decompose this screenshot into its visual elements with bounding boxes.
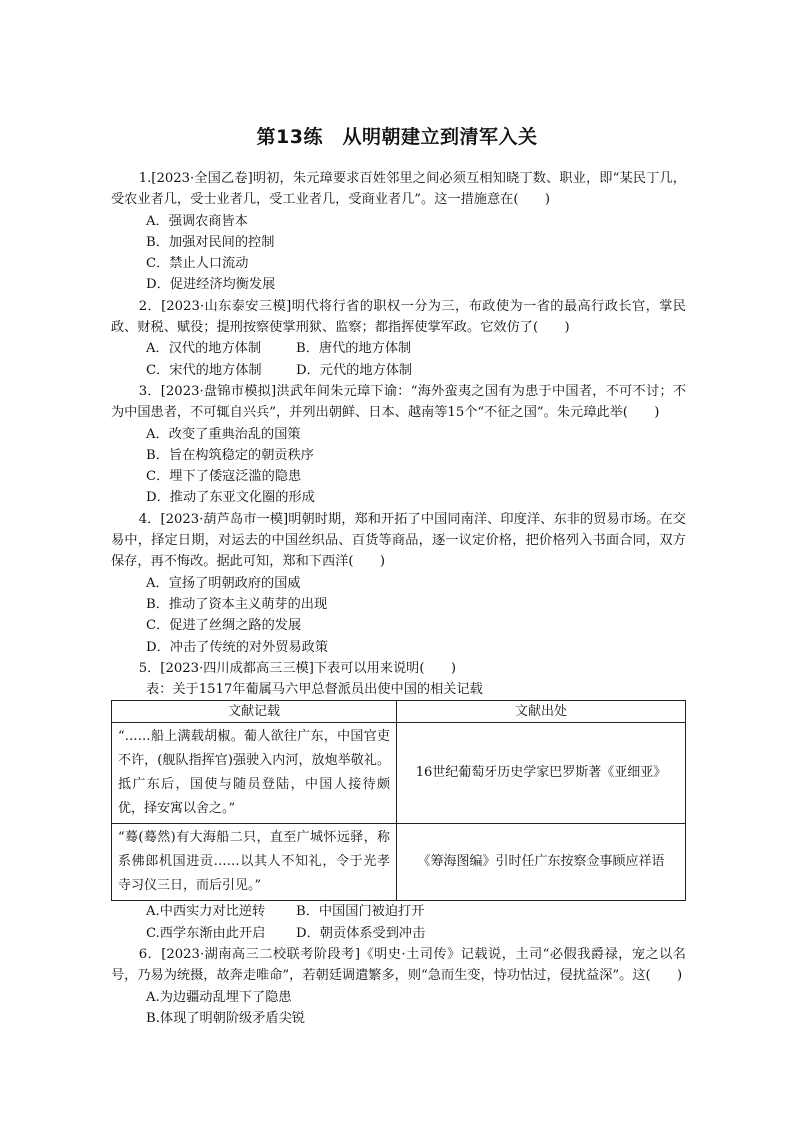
question-stem: 3．[2023·盘锦市模拟]洪武年间朱元璋下谕：“海外蛮夷之国有为患于中国者，不可不讨；不为中国患者，不可辄自兴兵”，并列出朝鲜、日本、越南等15个“不征之国”。朱元璋此举( ) bbox=[111, 383, 686, 421]
option-d: D．促进经济均衡发展 bbox=[146, 277, 276, 293]
option-a: A.为边疆动乱埋下了隐患 bbox=[146, 989, 292, 1005]
table-header: 文献出处 bbox=[397, 701, 686, 723]
option-b: B.体现了明朝阶级矛盾尖锐 bbox=[146, 1010, 305, 1026]
option-d: D．冲击了传统的对外贸易政策 bbox=[146, 639, 329, 655]
question-6 bbox=[111, 944, 686, 1029]
option-c: C.西学东渐由此开启 bbox=[146, 925, 266, 941]
option-a: A．强调农商皆本 bbox=[146, 213, 248, 229]
option-row-cd bbox=[111, 360, 686, 381]
question-stem: 5．[2023·四川成都高三三模]下表可以用来说明( ) bbox=[138, 660, 457, 676]
option-a: A．改变了重典治乱的国策 bbox=[146, 426, 301, 442]
table-header-row bbox=[112, 701, 686, 723]
option-a: A．汉代的地方体制 bbox=[146, 341, 262, 357]
option-row-ab bbox=[111, 901, 686, 922]
option-row-ab bbox=[111, 338, 686, 359]
table-row bbox=[112, 824, 686, 901]
option-c: C．宋代的地方体制 bbox=[146, 362, 262, 378]
question-stem: 1.[2023·全国乙卷]明初，朱元璋要求百姓邻里之间必须互相知晓丁数、职业，即“某民丁几，受农业者几，受士业者几，受工业者几，受商业者几”。这一措施意在( ) bbox=[111, 171, 686, 208]
option-c: C．禁止人口流动 bbox=[146, 256, 249, 272]
source-table bbox=[111, 700, 686, 901]
table-row bbox=[112, 723, 686, 824]
table-cell: “……船上满载胡椒。葡人欲往广东，中国官吏不许，(舰队指挥官)强驶入内河，放炮举敬礼。抵广东后，国使与随员登陆，中国人接待颇优，择安寓以舍之。” bbox=[112, 723, 397, 824]
option-a: A．宣扬了明朝政府的国威 bbox=[146, 575, 301, 591]
question-2 bbox=[111, 296, 686, 381]
table-cell: 《筹海图编》引时任广东按察佥事顾应祥语 bbox=[397, 824, 686, 901]
table-cell: “蓦(蓦然)有大海船二只，直至广城怀远驿，称系佛郎机国进贡……以其人不知礼，令于光孝寺习仪三日，而后引见。” bbox=[112, 824, 397, 901]
option-b: B．中国国门被迫打开 bbox=[296, 904, 425, 920]
question-3 bbox=[111, 381, 686, 509]
option-b: B．推动了资本主义萌芽的出现 bbox=[146, 596, 328, 612]
question-5 bbox=[111, 658, 686, 944]
table-header: 文献记载 bbox=[112, 701, 397, 723]
question-list bbox=[111, 168, 686, 1029]
option-a: A.中西实力对比逆转 bbox=[146, 904, 266, 920]
page-title: 第13练 从明朝建立到清军入关 bbox=[256, 126, 538, 148]
question-stem: 2．[2023·山东泰安三模]明代将行省的职权一分为三，布政使为一省的最高行政长官，掌民政、财税、赋役；提刑按察使掌刑狱、监察；都指挥使掌军政。它效仿了( ) bbox=[111, 298, 686, 336]
option-row-cd bbox=[111, 923, 686, 944]
option-d: D．推动了东亚文化圈的形成 bbox=[146, 490, 315, 506]
option-d: D．朝贡体系受到冲击 bbox=[296, 925, 426, 941]
question-1 bbox=[111, 168, 686, 296]
question-4 bbox=[111, 509, 686, 658]
table-caption: 表：关于1517年葡属马六甲总督派员出使中国的相关记载 bbox=[146, 682, 483, 698]
option-b: B．加强对民间的控制 bbox=[146, 234, 275, 250]
table-cell: 16世纪葡萄牙历史学家巴罗斯著《亚细亚》 bbox=[397, 723, 686, 824]
option-d: D．元代的地方体制 bbox=[296, 362, 413, 378]
question-stem: 4．[2023·葫芦岛市一模]明朝时期，郑和开拓了中国同南洋、印度洋、东非的贸易市场。在交易中，择定日期，对运去的中国丝织品、百货等商品，逐一议定价格，把价格列入书面合同，双方保存，再不悔改。据此可知，郑和下西洋( ) bbox=[111, 511, 686, 570]
option-b: B．唐代的地方体制 bbox=[296, 341, 412, 357]
option-c: C．埋下了倭寇泛滥的隐患 bbox=[146, 469, 302, 485]
option-b: B．旨在构筑稳定的朝贡秩序 bbox=[146, 447, 314, 463]
question-stem: 6．[2023·湖南高三二校联考阶段考]《明史·土司传》记载说，土司“必假我爵禄，宠之以名号，乃易为统摄，故奔走唯命”，若朝廷调遣繁多，则“急而生变，恃功怙过，侵扰益深”。这( ) bbox=[111, 947, 686, 984]
option-c: C．促进了丝绸之路的发展 bbox=[146, 618, 302, 634]
